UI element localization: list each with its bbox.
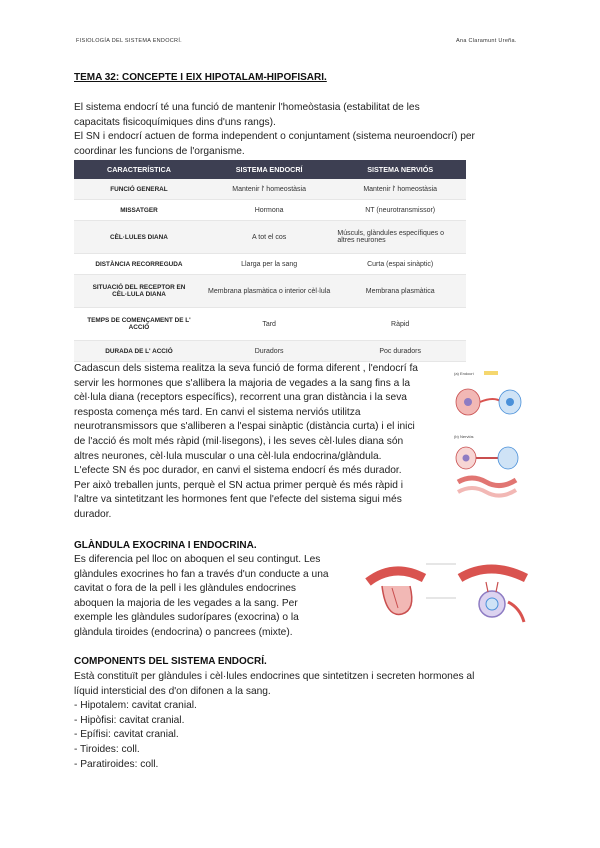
column-header: SISTEMA ENDOCRÍ — [204, 160, 334, 179]
paragraph-line: neurotransmissors que s'alliberen a l'espai sinàptic (distància curta) i el inici — [74, 421, 415, 433]
paragraph-line: Cadascun dels sistema realitza la seva funció de forma diferent , l'endocrí fa — [74, 363, 418, 374]
intro-line: coordinar les funcions de l'organisme. — [74, 145, 245, 157]
table-row — [74, 275, 466, 308]
paragraph-line: de l'acció és molt més ràpid (mil·lisegons), i les seves cèl·lules diana són — [74, 435, 404, 447]
intro-paragraph — [74, 101, 514, 159]
section-heading-glands: GLÀNDULA EXOCRINA I ENDOCRINA. — [74, 540, 257, 551]
nervous-cell: Músculs, glàndules específiques o altres neurones — [334, 221, 466, 254]
epithelium-shape — [368, 571, 424, 582]
paragraph-line: líquid intersticial des d'on difonen a la sang. — [74, 685, 271, 697]
row-key: DISTÀNCIA RECORREGUDA — [74, 254, 204, 275]
row-key: SITUACIÓ DEL RECEPTOR EN CÈL·LULA DIANA — [74, 275, 204, 308]
signalling-figure — [452, 366, 524, 500]
section-heading-components: COMPONENTS DEL SISTEMA ENDOCRÍ. — [74, 656, 267, 667]
components-list — [74, 699, 534, 772]
nervous-cell: Membrana plasmàtica — [334, 275, 466, 308]
figure-label-endocrine: (a) Endocrí — [454, 371, 474, 376]
paragraph-line: Es diferencia pel lloc on aboquen el seu contingut. Les — [74, 554, 321, 565]
paragraph-line: servir les hormones que s'allibera la majoria de vegades a la sang fins a la — [74, 377, 411, 389]
list-item: - Tiroides: coll. — [74, 743, 140, 755]
column-header: SISTEMA NERVIÓS — [334, 160, 466, 179]
endocrine-cell: Llarga per la sang — [204, 254, 334, 275]
paragraph-line: cavitat o fora de la pell i les glàndules endocrines — [74, 583, 296, 595]
figure-label-nervous: (b) Nerviós — [454, 434, 474, 439]
endocrine-cell: A tot el cos — [204, 221, 334, 254]
table-row — [74, 179, 466, 200]
list-item: - Epífisi: cavitat cranial. — [74, 729, 179, 741]
intro-line: El SN i endocrí actuen de forma independent o conjuntament (sistema neuroendocrí) per — [74, 131, 475, 143]
table-row — [74, 221, 466, 254]
endocrine-cell: Duradors — [204, 341, 334, 362]
target-neuron-shape — [498, 447, 518, 469]
comparison-paragraph — [74, 362, 454, 523]
endocrine-cell: Mantenir l' homeostàsia — [204, 179, 334, 200]
list-item: - Paratiroides: coll. — [74, 758, 159, 770]
table-header-row — [74, 160, 466, 179]
row-key: MISSATGER — [74, 200, 204, 221]
paragraph-line: glàndules exocrines ho fan a través d'un conducte a una — [74, 568, 329, 580]
muscle-fiber-shape — [458, 478, 516, 486]
exocrine-gland-shape — [382, 586, 412, 614]
nervous-cell: NT (neurotransmissor) — [334, 200, 466, 221]
gland-figure — [364, 552, 530, 630]
row-key: TEMPS DE COMENÇAMENT DE L' ACCIÓ — [74, 308, 204, 341]
glands-paragraph — [74, 553, 374, 641]
neuron-nucleus-shape — [463, 455, 470, 462]
paragraph-line: cèl·lula diana (receptors específics), recorrent una gran distància i la seva — [74, 392, 407, 404]
paragraph-line: resposta comença més tard. En canvi el sistema nerviós utilitza — [74, 406, 361, 418]
endocrine-cell: Tard — [204, 308, 334, 341]
components-paragraph — [74, 670, 534, 772]
header-right: Ana Claramunt Ureña. — [456, 38, 517, 44]
paragraph-line: Està constituït per glàndules i cèl·lules endocrines que sintetitzen i secreten hormones al — [74, 671, 475, 682]
paragraph-line: L'efecte SN és poc durador, en canvi el sistema endocrí és més durador. — [74, 465, 402, 477]
list-item: - Hipòfisi: cavitat cranial. — [74, 714, 185, 726]
intro-line: El sistema endocrí té una funció de mantenir l'homeòstasia (estabilitat de les — [74, 102, 420, 113]
paragraph-line: durador. — [74, 508, 112, 520]
header-left: FISIOLOGÍA DEL SISTEMA ENDOCRÍ. — [76, 38, 182, 44]
table-row — [74, 254, 466, 275]
label-highlight — [484, 371, 498, 375]
nervous-cell: Ràpid — [334, 308, 466, 341]
blood-vessel-shape — [508, 602, 524, 622]
column-header: CARACTERÍSTICA — [74, 160, 204, 179]
nucleus-shape — [464, 398, 472, 406]
row-key: CÈL·LULES DIANA — [74, 221, 204, 254]
table-row — [74, 341, 466, 362]
target-nucleus-shape — [506, 398, 514, 406]
muscle-fiber-shape — [458, 488, 516, 496]
nervous-cell: Poc duradors — [334, 341, 466, 362]
endocrine-cell: Membrana plasmàtica o interior cèl·lula — [204, 275, 334, 308]
paragraph-line: l'altre va sintetitzant les hormones fent que l'efecte del sistema sigui més — [74, 494, 402, 506]
row-key: FUNCIÓ GENERAL — [74, 179, 204, 200]
epithelium-shape — [460, 569, 526, 578]
table-row — [74, 200, 466, 221]
paragraph-line: glàndula tiroides (endocrina) o pancrees (mixte). — [74, 626, 293, 638]
paragraph-line: Per això treballen junts, perquè el SN actua primer perquè és més ràpid i — [74, 479, 403, 491]
row-key: DURADA DE L' ACCIÓ — [74, 341, 204, 362]
endocrine-cell: Hormona — [204, 200, 334, 221]
nervous-cell: Mantenir l' homeostàsia — [334, 179, 466, 200]
table-row — [74, 308, 466, 341]
paragraph-line: exemple les glàndules sudorípares (exocrina) o la — [74, 612, 299, 624]
paragraph-line: aboquen la majoria de les vegades a la sang. Per — [74, 597, 298, 609]
nervous-cell: Curta (espai sinàptic) — [334, 254, 466, 275]
page-title: TEMA 32: CONCEPTE I EIX HIPOTALAM-HIPOFISARI. — [74, 72, 327, 83]
paragraph-line: altres neurones, cèl·lula muscular o una cèl·lula endocrina/glàndula. — [74, 450, 382, 462]
intro-line: capacitats fisicoquímiques dins d'uns rangs). — [74, 116, 276, 128]
comparison-table — [74, 160, 466, 362]
list-item: - Hipotalem: cavitat cranial. — [74, 700, 197, 712]
capillary-shape — [486, 598, 498, 610]
